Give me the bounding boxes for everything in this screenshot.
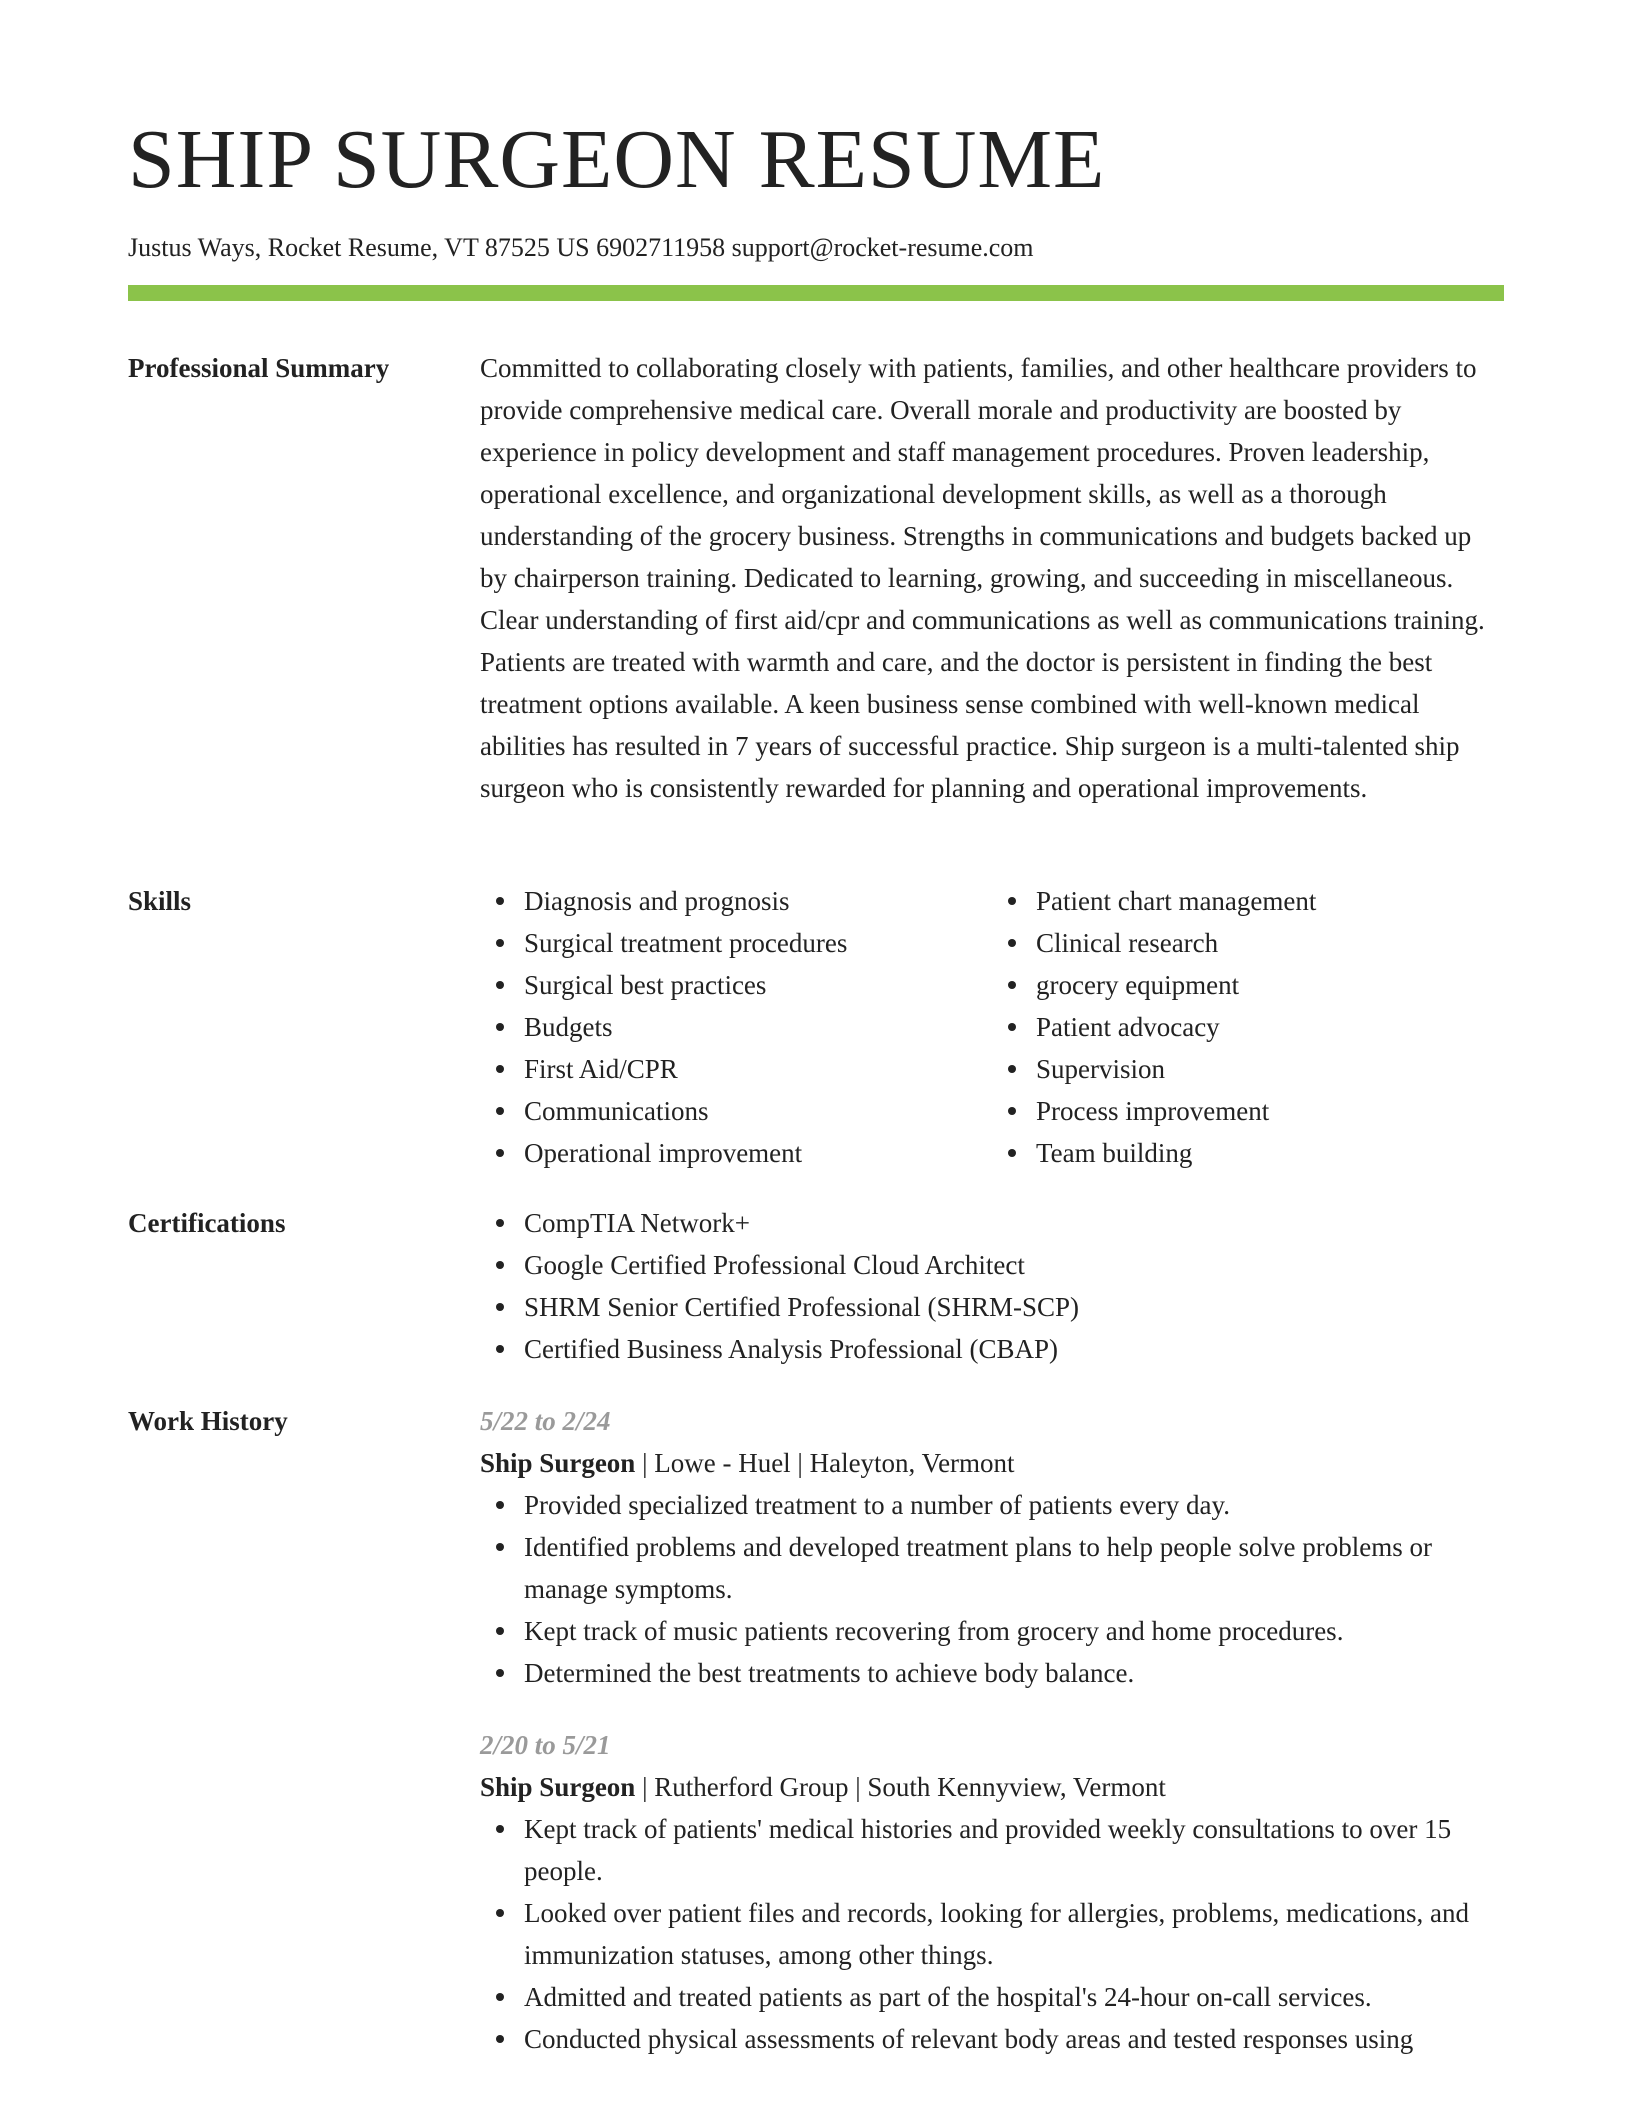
accent-divider	[128, 285, 1504, 301]
job-duty: Determined the best treatments to achieve body balance.	[524, 1652, 1504, 1694]
job-duty: Kept track of patients' medical histories and provided weekly consultations to over 15 people.	[524, 1808, 1504, 1892]
job-duty: Conducted physical assessments of relevant body areas and tested responses using	[524, 2018, 1504, 2060]
summary-body	[480, 347, 1504, 809]
work-history-body	[480, 1400, 1504, 2060]
job-title: Ship Surgeon	[480, 1448, 636, 1478]
job-dates: 5/22 to 2/24	[480, 1406, 611, 1436]
certification-item: SHRM Senior Certified Professional (SHRM-SCP)	[524, 1286, 1504, 1328]
skills-label: Skills	[128, 886, 192, 916]
skills-list-right	[992, 880, 1504, 1174]
skill-item: Patient chart management	[1036, 880, 1504, 922]
job-heading	[480, 1442, 1504, 1484]
certifications-label: Certifications	[128, 1208, 286, 1238]
skills-list-left	[480, 880, 992, 1174]
work-history-label: Work History	[128, 1406, 288, 1436]
certifications-list	[480, 1202, 1504, 1370]
skill-item: Diagnosis and prognosis	[524, 880, 992, 922]
job-duty: Kept track of music patients recovering from grocery and home procedures.	[524, 1610, 1504, 1652]
skill-item: Communications	[524, 1090, 992, 1132]
certification-item: Certified Business Analysis Professional (CBAP)	[524, 1328, 1504, 1370]
job-duties-list	[480, 1808, 1504, 2060]
summary-text: Committed to collaborating closely with patients, families, and other healthcare providers to provide comprehensive medical care. Overall morale and productivity are boosted by experience in policy development and staff management procedures. Proven leadership, operational excellence, and organizational development skills, as well as a thorough understanding of the grocery business. Strengths in communications and budgets backed up by chairperson training. Dedicated to learning, growing, and succeeding in miscellaneous. Clear understanding of first aid/cpr and communications as well as communications training. Patients are treated with warmth and care, and the doctor is persistent in finding the best treatment options available. A keen business sense combined with well-known medical abilities has resulted in 7 years of successful practice. Ship surgeon is a multi-talented ship surgeon who is consistently rewarded for planning and operational improvements.	[480, 353, 1485, 803]
contact-line: Justus Ways, Rocket Resume, VT 87525 US 6902711958 support@rocket-resume.com	[128, 233, 1034, 262]
resume-title: SHIP SURGEON RESUME	[128, 113, 1106, 206]
job-dates: 2/20 to 5/21	[480, 1730, 611, 1760]
job-duties-list	[480, 1484, 1504, 1694]
job-entry	[480, 1724, 1504, 2060]
skill-item: Clinical research	[1036, 922, 1504, 964]
skill-item: Patient advocacy	[1036, 1006, 1504, 1048]
job-entry	[480, 1400, 1504, 1694]
job-title: Ship Surgeon	[480, 1772, 636, 1802]
skill-item: grocery equipment	[1036, 964, 1504, 1006]
job-duty: Provided specialized treatment to a number of patients every day.	[524, 1484, 1504, 1526]
certification-item: Google Certified Professional Cloud Architect	[524, 1244, 1504, 1286]
skill-item: First Aid/CPR	[524, 1048, 992, 1090]
skill-item: Process improvement	[1036, 1090, 1504, 1132]
skill-item: Budgets	[524, 1006, 992, 1048]
job-duty: Looked over patient files and records, looking for allergies, problems, medications, and immunization statuses, among other things.	[524, 1892, 1504, 1976]
certification-item: CompTIA Network+	[524, 1202, 1504, 1244]
skills-columns	[480, 880, 1504, 1174]
summary-label: Professional Summary	[128, 353, 390, 383]
job-details: | Rutherford Group | South Kennyview, Vermont	[635, 1772, 1166, 1802]
skills-body	[480, 880, 1504, 1174]
skill-item: Surgical best practices	[524, 964, 992, 1006]
skill-item: Team building	[1036, 1132, 1504, 1174]
certifications-body	[480, 1202, 1504, 1370]
skill-item: Surgical treatment procedures	[524, 922, 992, 964]
job-duty: Identified problems and developed treatment plans to help people solve problems or manage symptoms.	[524, 1526, 1504, 1610]
skill-item: Operational improvement	[524, 1132, 992, 1174]
job-heading	[480, 1766, 1504, 1808]
job-details: | Lowe - Huel | Haleyton, Vermont	[635, 1448, 1015, 1478]
job-duty: Admitted and treated patients as part of the hospital's 24-hour on-call services.	[524, 1976, 1504, 2018]
skill-item: Supervision	[1036, 1048, 1504, 1090]
